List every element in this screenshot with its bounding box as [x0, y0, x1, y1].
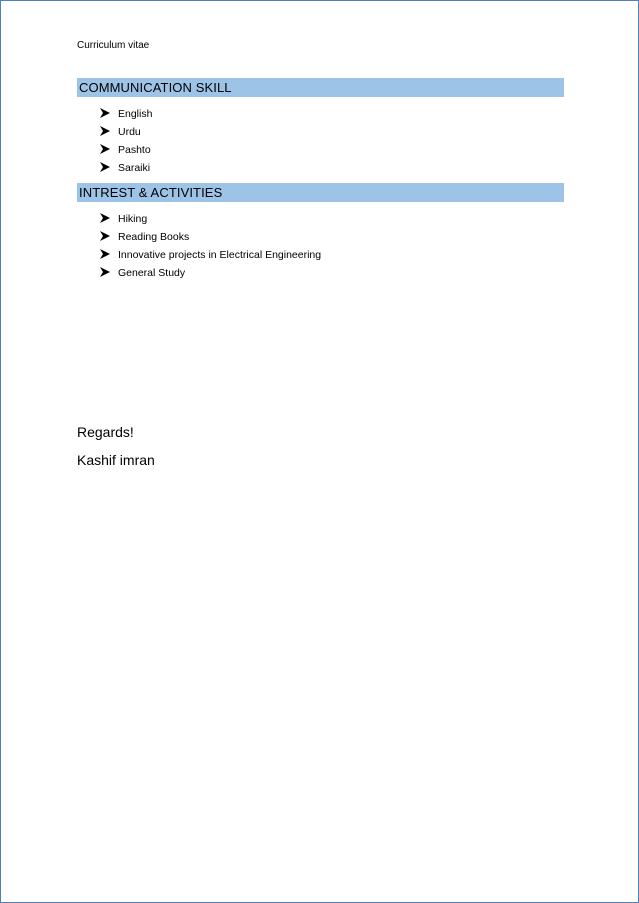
list-item-label: Saraiki: [118, 162, 151, 174]
list-item-label: Pashto: [118, 144, 151, 156]
list-item: [99, 141, 152, 159]
list-item: [99, 159, 152, 177]
list-item-label: Reading Books: [118, 231, 190, 243]
list-item: [99, 105, 152, 123]
list-item-label: Urdu: [118, 126, 141, 138]
section-heading-interest-activities: INTREST & ACTIVITIES: [77, 183, 564, 202]
arrow-bullet-icon: [99, 161, 111, 173]
list-item: [99, 264, 321, 282]
list-item: [99, 123, 152, 141]
list-item: [99, 246, 321, 264]
document-header: Curriculum vitae: [77, 40, 150, 51]
signature-name: Kashif imran: [77, 452, 155, 468]
section-heading-communication-skill: COMMUNICATION SKILL: [77, 78, 564, 97]
arrow-bullet-icon: [99, 125, 111, 137]
arrow-bullet-icon: [99, 248, 111, 260]
arrow-bullet-icon: [99, 230, 111, 242]
list-item-label: Innovative projects in Electrical Engineering: [118, 249, 322, 261]
closing-regards: Regards!: [77, 424, 134, 440]
list-item: [99, 210, 321, 228]
communication-skill-list: [99, 105, 152, 177]
list-item-label: Hiking: [118, 213, 148, 225]
arrow-bullet-icon: [99, 266, 111, 278]
arrow-bullet-icon: [99, 107, 111, 119]
arrow-bullet-icon: [99, 143, 111, 155]
list-item-label: General Study: [118, 267, 186, 279]
interest-activities-list: [99, 210, 321, 282]
list-item-label: English: [118, 108, 153, 120]
arrow-bullet-icon: [99, 212, 111, 224]
list-item: [99, 228, 321, 246]
